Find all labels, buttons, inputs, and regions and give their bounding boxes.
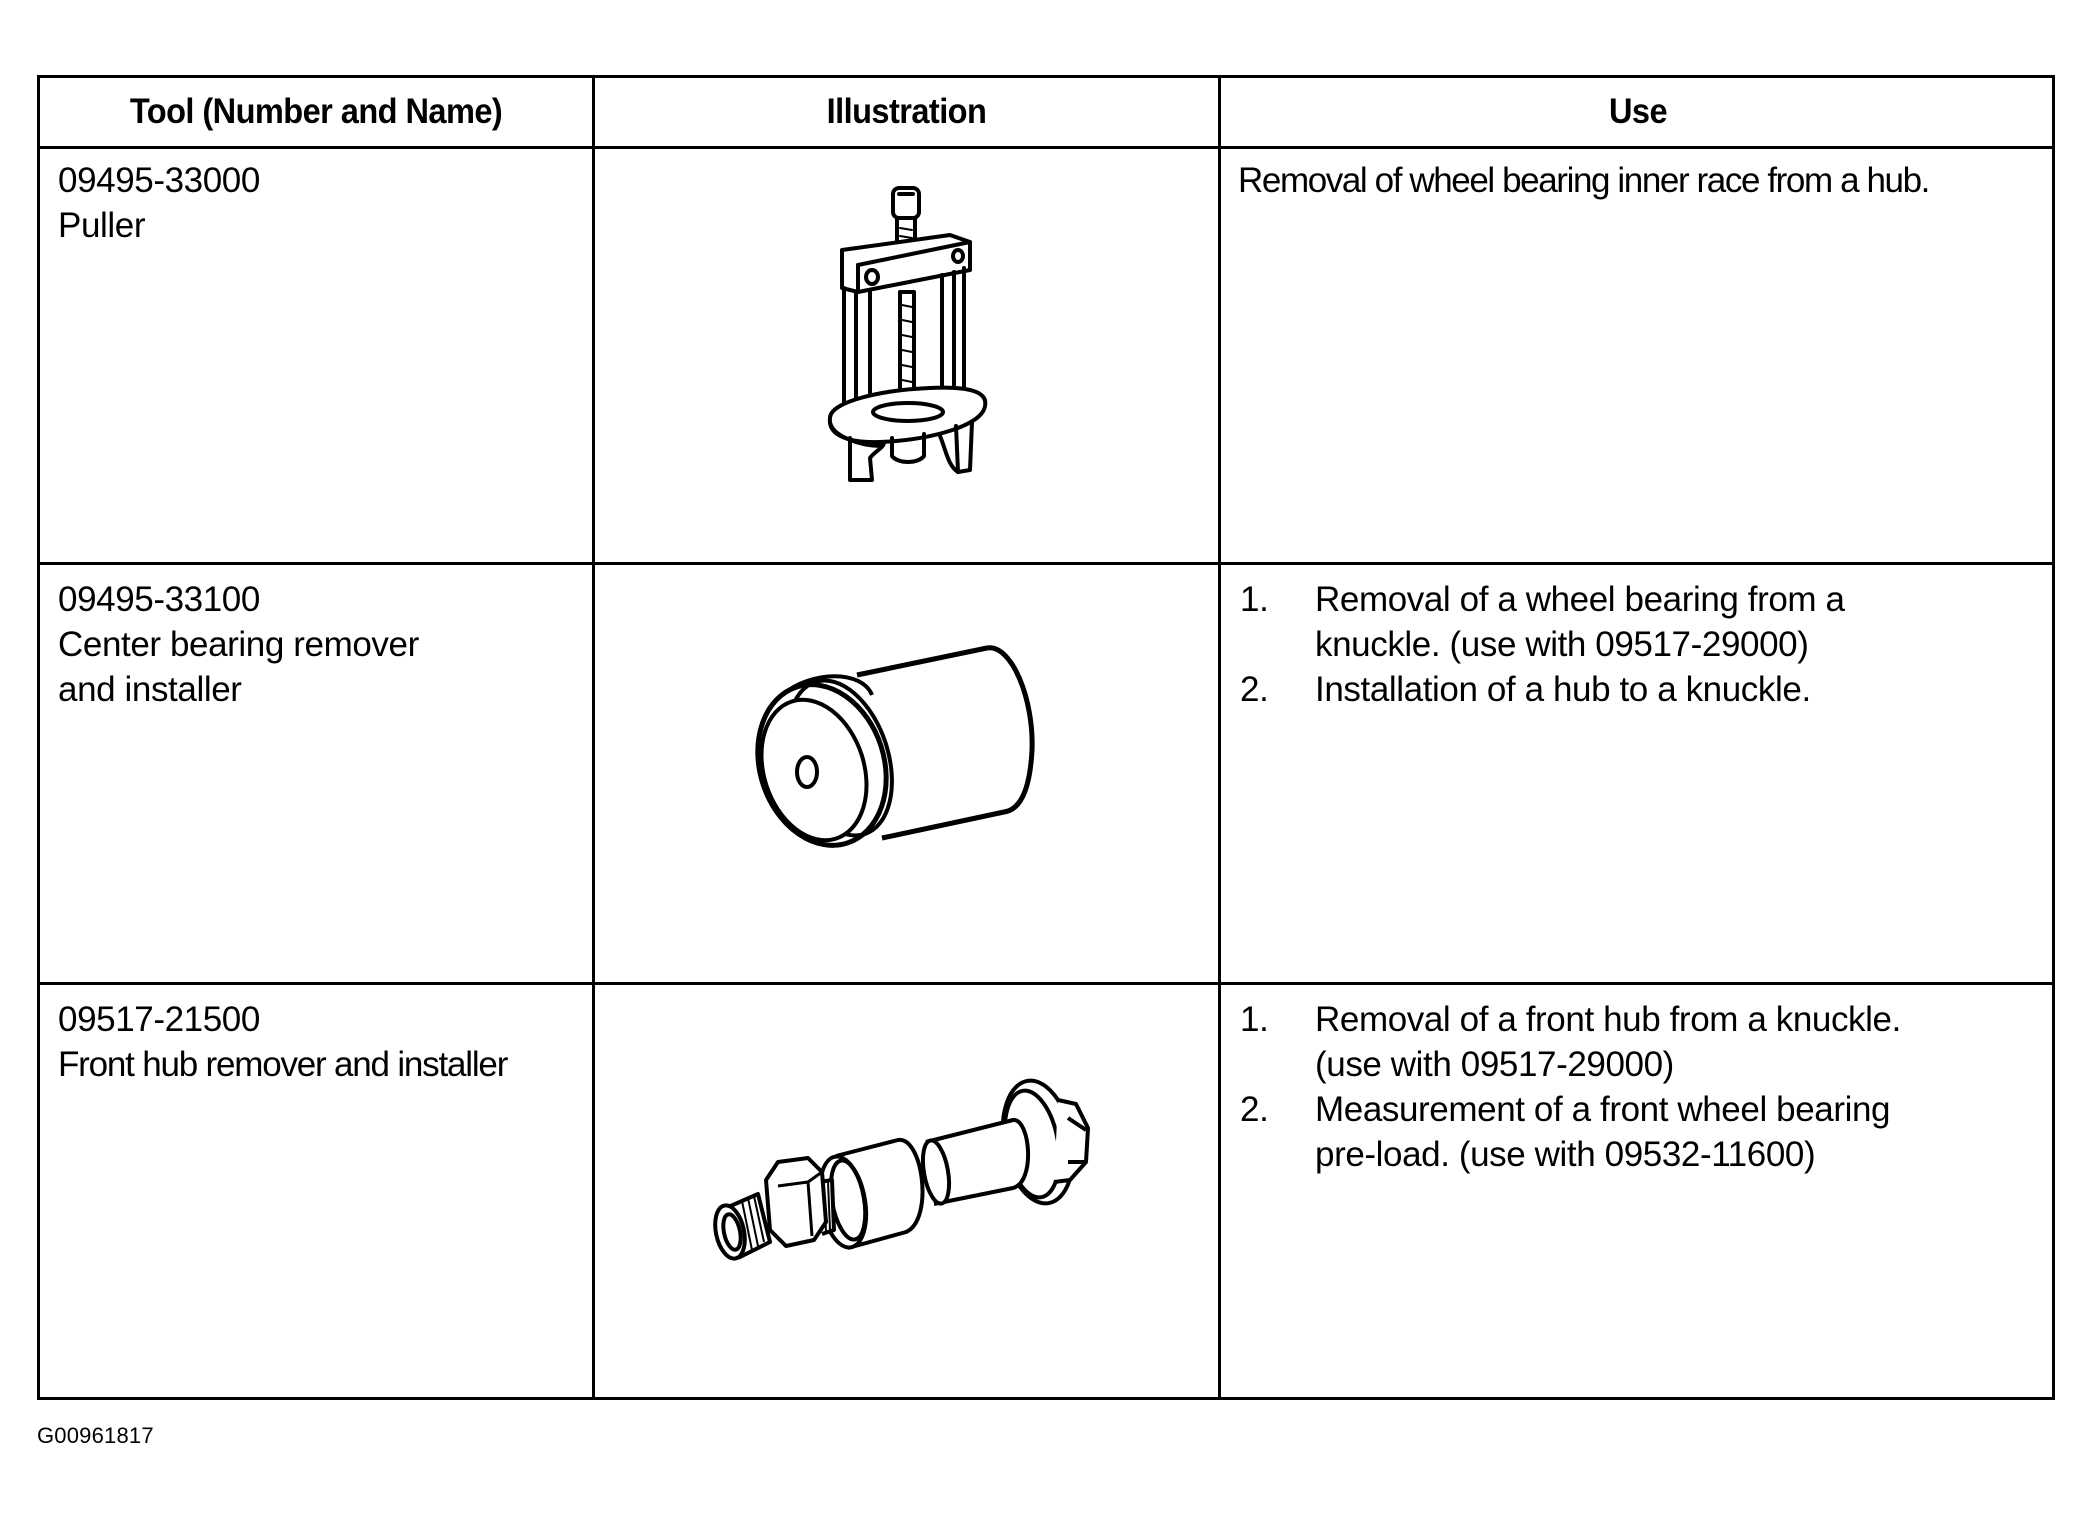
tool-name-line-1: Center bearing remover (58, 625, 419, 664)
tool-name-line-2: and installer (58, 670, 242, 709)
use-item-line: Removal of a front hub from a knuckle. (1315, 1000, 1901, 1039)
column-divider (592, 78, 595, 1397)
column-divider (1218, 78, 1221, 1397)
header-use: Use (1608, 92, 1668, 131)
table-row-2-tool (58, 577, 419, 712)
row-divider (40, 982, 2052, 985)
use-item (1240, 667, 1845, 712)
header-illustration: Illustration (826, 92, 987, 131)
use-item-line: Installation of a hub to a knuckle. (1315, 670, 1811, 709)
special-tools-table (37, 75, 2055, 1400)
use-item (1240, 577, 1845, 667)
puller-icon (820, 180, 990, 495)
use-item-line: (use with 09517-29000) (1315, 1045, 1674, 1084)
front-hub-remover-installer-icon (708, 1070, 1108, 1275)
table-row-1-tool (58, 158, 260, 248)
tool-number: 09495-33100 (58, 580, 260, 619)
use-item (1240, 1087, 1901, 1177)
use-item-line: pre-load. (use with 09532-11600) (1315, 1135, 1816, 1174)
row-divider (40, 562, 2052, 565)
tool-number: 09495-33000 (58, 161, 260, 200)
use-item (1240, 997, 1901, 1087)
use-item-number: 1. (1240, 1000, 1269, 1039)
use-text: Removal of wheel bearing inner race from a hub. (1238, 161, 1929, 200)
table-row-3-tool (58, 997, 507, 1087)
header-divider (40, 146, 2052, 149)
use-item-line: knuckle. (use with 09517-29000) (1315, 625, 1809, 664)
use-item-number: 2. (1240, 670, 1269, 709)
tool-name: Front hub remover and installer (58, 1045, 508, 1084)
table-row-2-use (1240, 577, 1845, 712)
tool-number: 09517-21500 (58, 1000, 260, 1039)
table-row-3-use (1240, 997, 1901, 1177)
figure-id-caption: G00961817 (37, 1423, 154, 1448)
use-list (1240, 577, 1845, 712)
use-list (1240, 997, 1901, 1177)
use-item-line: Removal of a wheel bearing from a (1315, 580, 1845, 619)
table-row-1-use (1238, 158, 1929, 203)
bearing-remover-installer-icon (742, 640, 1042, 865)
tool-name: Puller (58, 206, 146, 245)
header-tool: Tool (Number and Name) (129, 92, 503, 131)
use-item-number: 1. (1240, 580, 1269, 619)
use-item-line: Measurement of a front wheel bearing (1315, 1090, 1891, 1129)
use-item-number: 2. (1240, 1090, 1269, 1129)
